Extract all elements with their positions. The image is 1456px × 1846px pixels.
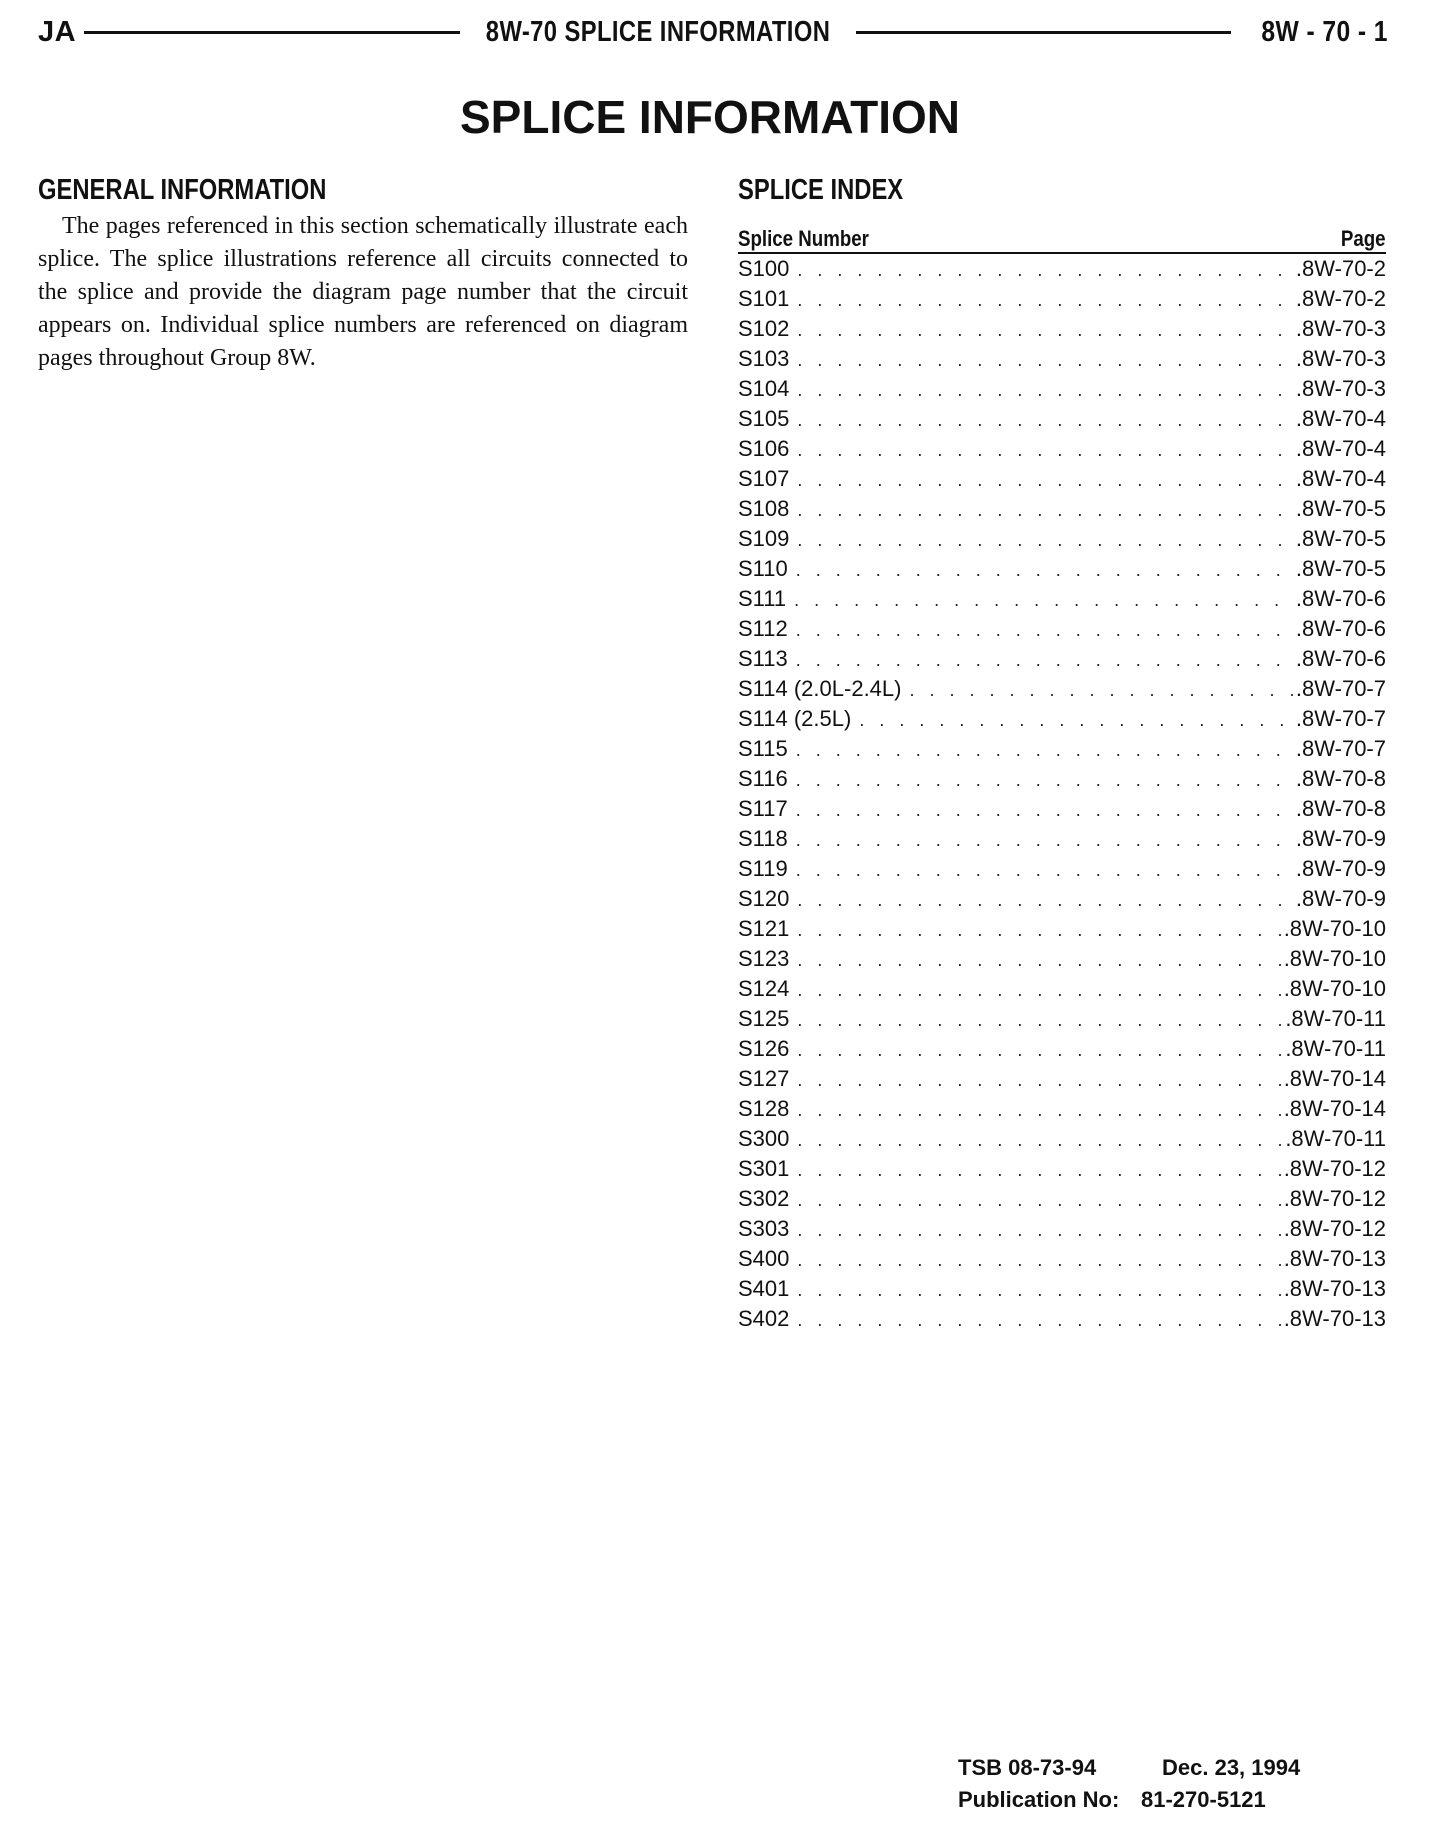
column-header-page: Page <box>1341 226 1386 251</box>
dot-leader <box>797 1095 1281 1124</box>
dot-leader <box>796 645 1294 674</box>
splice-index-row <box>738 1124 1386 1154</box>
splice-index-row <box>738 434 1386 464</box>
splice-page-reference: .8W-70-10 <box>1283 946 1386 971</box>
splice-index-row <box>738 1154 1386 1184</box>
dot-leader <box>797 1155 1281 1184</box>
splice-page-reference: .8W-70-4 <box>1295 436 1386 461</box>
splice-number: S108 <box>738 496 790 521</box>
header-section-title: 8W-70 SPLICE INFORMATION <box>485 15 830 48</box>
splice-number: S121 <box>738 916 790 941</box>
splice-index-row <box>738 1304 1386 1334</box>
splice-index-row <box>738 494 1386 524</box>
splice-number: S114 (2.0L-2.4L) <box>738 676 902 701</box>
dot-leader <box>797 1245 1281 1274</box>
splice-page-reference: .8W-70-3 <box>1295 346 1386 371</box>
splice-index-row <box>738 1064 1386 1094</box>
splice-index-row <box>738 404 1386 434</box>
splice-index-row <box>738 1274 1386 1304</box>
splice-index-row <box>738 914 1386 944</box>
dot-leader <box>797 525 1294 554</box>
splice-number: S400 <box>738 1246 790 1271</box>
dot-leader <box>797 975 1281 1004</box>
splice-page-reference: .8W-70-8 <box>1295 796 1386 821</box>
splice-index-heading: SPLICE INDEX <box>738 174 904 206</box>
dot-leader <box>797 945 1281 974</box>
splice-index-row <box>738 884 1386 914</box>
splice-index-row <box>738 1184 1386 1214</box>
splice-number: S300 <box>738 1126 790 1151</box>
splice-index-row <box>738 584 1386 614</box>
splice-number: S123 <box>738 946 790 971</box>
splice-number: S125 <box>738 1006 790 1031</box>
splice-number: S126 <box>738 1036 790 1061</box>
splice-number: S102 <box>738 316 790 341</box>
splice-page-reference: .8W-70-11 <box>1285 1126 1386 1151</box>
splice-number: S128 <box>738 1096 790 1121</box>
splice-index-row <box>738 704 1386 734</box>
splice-index-row <box>738 1244 1386 1274</box>
splice-number: S116 <box>738 766 788 791</box>
dot-leader <box>797 285 1294 314</box>
splice-number: S100 <box>738 256 790 281</box>
splice-page-reference: .8W-70-13 <box>1283 1246 1386 1271</box>
dot-leader <box>797 495 1294 524</box>
footer-publication-number: 81-270-5121 <box>1141 1787 1266 1812</box>
splice-number: S124 <box>738 976 790 1001</box>
splice-page-reference: .8W-70-7 <box>1295 736 1386 761</box>
header-section-code: JA <box>38 15 77 48</box>
splice-index-row <box>738 644 1386 674</box>
splice-index-row <box>738 614 1386 644</box>
dot-leader <box>797 315 1294 344</box>
dot-leader <box>909 675 1293 704</box>
running-header <box>38 14 1388 50</box>
splice-number: S401 <box>738 1276 790 1301</box>
dot-leader <box>797 1185 1281 1214</box>
splice-page-reference: .8W-70-3 <box>1295 376 1386 401</box>
splice-page-reference: .8W-70-4 <box>1295 466 1386 491</box>
footer <box>958 1752 1378 1816</box>
splice-index-row <box>738 1004 1386 1034</box>
splice-number: S402 <box>738 1306 790 1331</box>
splice-index-row <box>738 314 1386 344</box>
splice-index-row <box>738 1214 1386 1244</box>
dot-leader <box>797 1305 1281 1334</box>
splice-index-row <box>738 464 1386 494</box>
splice-index-row <box>738 854 1386 884</box>
splice-number: S110 <box>738 556 788 581</box>
dot-leader <box>796 735 1294 764</box>
dot-leader <box>797 1035 1283 1064</box>
dot-leader <box>796 795 1294 824</box>
dot-leader <box>797 465 1294 494</box>
splice-index-row <box>738 674 1386 704</box>
splice-page-reference: .8W-70-9 <box>1295 886 1386 911</box>
splice-index-row <box>738 824 1386 854</box>
footer-tsb-line <box>958 1752 1378 1784</box>
dot-leader <box>796 615 1294 644</box>
splice-number: S104 <box>738 376 790 401</box>
splice-page-reference: .8W-70-10 <box>1283 976 1386 1001</box>
dot-leader <box>797 435 1294 464</box>
splice-number: S115 <box>738 736 788 761</box>
dot-leader <box>859 705 1294 734</box>
dot-leader <box>797 375 1294 404</box>
splice-number: S109 <box>738 526 790 551</box>
header-page-number: 8W - 70 - 1 <box>1261 15 1389 48</box>
splice-index-row <box>738 944 1386 974</box>
splice-number: S301 <box>738 1156 790 1181</box>
splice-number: S103 <box>738 346 790 371</box>
dot-leader <box>797 915 1281 944</box>
splice-number: S105 <box>738 406 790 431</box>
splice-page-reference: .8W-70-2 <box>1295 256 1386 281</box>
footer-publication-line <box>958 1784 1378 1816</box>
splice-index-row <box>738 524 1386 554</box>
splice-page-reference: .8W-70-6 <box>1295 586 1386 611</box>
splice-number: S112 <box>738 616 788 641</box>
splice-index-row <box>738 974 1386 1004</box>
splice-number: S302 <box>738 1186 790 1211</box>
splice-index-list <box>738 254 1386 1334</box>
general-information-text: The pages referenced in this section schematically illustrate each splice. The splice illustrations reference all circuits connected to the splice and provide the diagram page number that the circuit appears on. Individual splice numbers are referenced on diagram pages throughout Group 8W. <box>38 213 688 371</box>
splice-index-row <box>738 1094 1386 1124</box>
splice-index-row <box>738 284 1386 314</box>
splice-number: S119 <box>738 856 788 881</box>
splice-page-reference: .8W-70-7 <box>1295 706 1386 731</box>
splice-index-row <box>738 254 1386 284</box>
splice-page-reference: .8W-70-5 <box>1295 526 1386 551</box>
dot-leader <box>797 885 1294 914</box>
dot-leader <box>794 585 1294 614</box>
dot-leader <box>797 1275 1281 1304</box>
splice-page-reference: .8W-70-3 <box>1295 316 1386 341</box>
dot-leader <box>797 1125 1283 1154</box>
splice-number: S118 <box>738 826 788 851</box>
splice-page-reference: .8W-70-13 <box>1283 1276 1386 1301</box>
splice-index-row <box>738 374 1386 404</box>
splice-page-reference: .8W-70-11 <box>1285 1006 1386 1031</box>
footer-tsb: TSB 08-73-94 <box>958 1755 1097 1780</box>
dot-leader <box>796 855 1294 884</box>
splice-number: S114 (2.5L) <box>738 706 852 731</box>
splice-number: S107 <box>738 466 790 491</box>
splice-index-row <box>738 1034 1386 1064</box>
splice-number: S106 <box>738 436 790 461</box>
splice-index-row <box>738 554 1386 584</box>
splice-page-reference: .8W-70-7 <box>1295 676 1386 701</box>
splice-number: S101 <box>738 286 790 311</box>
dot-leader <box>797 1215 1281 1244</box>
header-rule-left <box>84 31 459 34</box>
splice-index-row <box>738 344 1386 374</box>
splice-page-reference: .8W-70-13 <box>1283 1306 1386 1331</box>
splice-page-reference: .8W-70-12 <box>1283 1156 1386 1181</box>
splice-number: S303 <box>738 1216 790 1241</box>
splice-page-reference: .8W-70-2 <box>1295 286 1386 311</box>
dot-leader <box>797 1065 1281 1094</box>
dot-leader <box>796 765 1294 794</box>
dot-leader <box>797 255 1294 284</box>
page-title: SPLICE INFORMATION <box>459 91 961 143</box>
dot-leader <box>797 345 1294 374</box>
splice-number: S127 <box>738 1066 790 1091</box>
splice-page-reference: .8W-70-14 <box>1283 1096 1386 1121</box>
splice-page-reference: .8W-70-11 <box>1285 1036 1386 1061</box>
dot-leader <box>796 825 1294 854</box>
header-rule-right <box>856 31 1231 34</box>
splice-page-reference: .8W-70-5 <box>1295 556 1386 581</box>
splice-page-reference: .8W-70-9 <box>1295 826 1386 851</box>
general-information-heading: GENERAL INFORMATION <box>38 174 327 206</box>
general-information-section <box>38 170 688 375</box>
splice-page-reference: .8W-70-14 <box>1283 1066 1386 1091</box>
splice-page-reference: .8W-70-9 <box>1295 856 1386 881</box>
splice-page-reference: .8W-70-8 <box>1295 766 1386 791</box>
splice-number: S120 <box>738 886 790 911</box>
splice-number: S117 <box>738 796 788 821</box>
splice-number: S111 <box>738 586 787 611</box>
splice-page-reference: .8W-70-6 <box>1295 616 1386 641</box>
dot-leader <box>797 405 1294 434</box>
splice-page-reference: .8W-70-12 <box>1283 1216 1386 1241</box>
splice-page-reference: .8W-70-10 <box>1283 916 1386 941</box>
splice-index-row <box>738 734 1386 764</box>
footer-publication-label: Publication No: <box>958 1787 1120 1812</box>
splice-page-reference: .8W-70-12 <box>1283 1186 1386 1211</box>
splice-index-section <box>738 170 1386 1334</box>
splice-page-reference: .8W-70-4 <box>1295 406 1386 431</box>
splice-index-row <box>738 794 1386 824</box>
splice-page-reference: .8W-70-5 <box>1295 496 1386 521</box>
dot-leader <box>796 555 1294 584</box>
dot-leader <box>797 1005 1283 1034</box>
splice-index-column-headers <box>738 222 1386 254</box>
column-header-splice-number: Splice Number <box>738 226 869 251</box>
splice-number: S113 <box>738 646 788 671</box>
splice-index-row <box>738 764 1386 794</box>
footer-date: Dec. 23, 1994 <box>1162 1755 1301 1780</box>
splice-page-reference: .8W-70-6 <box>1295 646 1386 671</box>
